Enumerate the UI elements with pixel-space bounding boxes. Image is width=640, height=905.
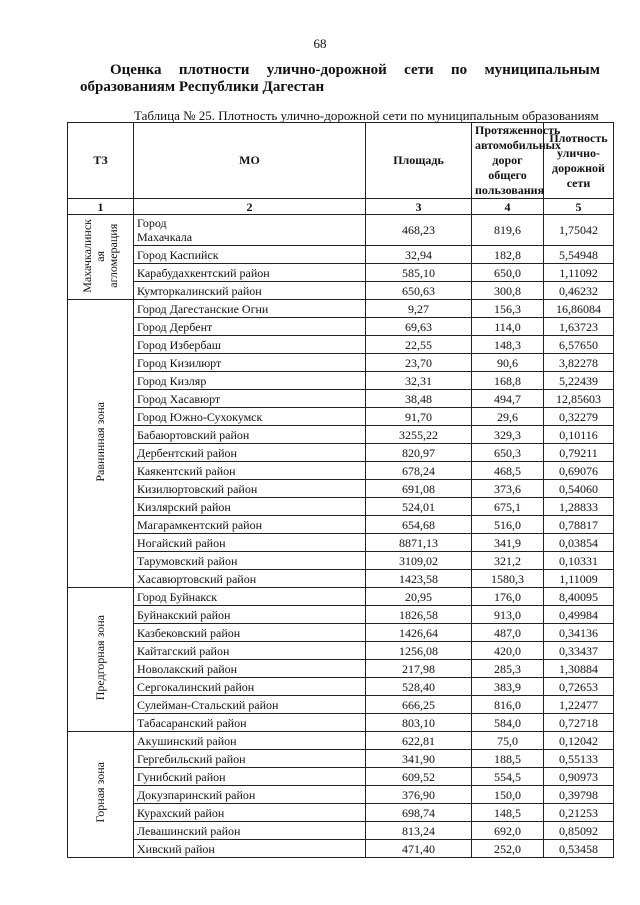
area-value: 666,25 xyxy=(366,696,472,714)
municipality-name-cell xyxy=(134,336,366,354)
document-heading xyxy=(80,62,600,96)
municipality-name-cell xyxy=(134,570,366,588)
road-length-value: 468,5 xyxy=(472,462,544,480)
column-number: 3 xyxy=(366,199,472,215)
density-value: 0,49984 xyxy=(544,606,614,624)
area-value: 585,10 xyxy=(366,264,472,282)
header-area: Площадь xyxy=(366,123,472,199)
municipality-name: Гергебильский район xyxy=(137,751,246,766)
municipality-name-cell xyxy=(134,642,366,660)
zone-label: Предгорная зона xyxy=(93,614,107,701)
zone-cell xyxy=(68,588,134,732)
municipality-name: Каякентский район xyxy=(137,463,236,478)
road-length-value: 516,0 xyxy=(472,516,544,534)
area-value: 468,23 xyxy=(366,215,472,246)
municipality-name: Буйнакский район xyxy=(137,607,231,622)
table-row xyxy=(68,714,614,732)
density-value: 0,12042 xyxy=(544,732,614,750)
density-value: 1,75042 xyxy=(544,215,614,246)
table-row xyxy=(68,462,614,480)
municipality-name: Кайтагский район xyxy=(137,643,230,658)
municipality-name: Ногайский район xyxy=(137,535,226,550)
density-value: 0,90973 xyxy=(544,768,614,786)
area-value: 471,40 xyxy=(366,840,472,858)
table-row xyxy=(68,606,614,624)
area-value: 376,90 xyxy=(366,786,472,804)
density-value: 0,33437 xyxy=(544,642,614,660)
density-value: 1,30884 xyxy=(544,660,614,678)
table-row xyxy=(68,282,614,300)
density-value: 5,54948 xyxy=(544,246,614,264)
municipality-name-cell xyxy=(134,822,366,840)
density-value: 0,34136 xyxy=(544,624,614,642)
area-value: 1426,64 xyxy=(366,624,472,642)
road-length-value: 487,0 xyxy=(472,624,544,642)
municipality-name: Город Дербент xyxy=(137,319,213,334)
municipality-name-cell xyxy=(134,318,366,336)
table-row xyxy=(68,552,614,570)
area-value: 1256,08 xyxy=(366,642,472,660)
municipality-name: Казбековский район xyxy=(137,625,241,640)
area-value: 678,24 xyxy=(366,462,472,480)
road-length-value: 819,6 xyxy=(472,215,544,246)
road-length-value: 300,8 xyxy=(472,282,544,300)
density-value: 0,32279 xyxy=(544,408,614,426)
road-length-value: 329,3 xyxy=(472,426,544,444)
table-row xyxy=(68,480,614,498)
municipality-name-cell xyxy=(134,804,366,822)
road-length-value: 816,0 xyxy=(472,696,544,714)
table-row xyxy=(68,822,614,840)
municipality-name: Бабаюртовский район xyxy=(137,427,250,442)
road-length-value: 383,9 xyxy=(472,678,544,696)
municipality-name-cell xyxy=(134,480,366,498)
municipality-name: Город Южно-Сухокумск xyxy=(137,409,263,424)
area-value: 528,40 xyxy=(366,678,472,696)
table-row xyxy=(68,804,614,822)
column-number: 5 xyxy=(544,199,614,215)
municipality-name-cell xyxy=(134,354,366,372)
municipality-name: Акушинский район xyxy=(137,733,237,748)
density-value: 0,72718 xyxy=(544,714,614,732)
density-value: 1,11092 xyxy=(544,264,614,282)
road-length-value: 29,6 xyxy=(472,408,544,426)
road-length-value: 148,5 xyxy=(472,804,544,822)
table-row xyxy=(68,300,614,318)
municipality-name: Город Каспийск xyxy=(137,247,219,262)
table-row xyxy=(68,678,614,696)
area-value: 1826,58 xyxy=(366,606,472,624)
zone-label: Горная зона xyxy=(93,762,107,823)
table-row xyxy=(68,354,614,372)
table-row xyxy=(68,408,614,426)
area-value: 650,63 xyxy=(366,282,472,300)
area-value: 23,70 xyxy=(366,354,472,372)
municipality-name-cell xyxy=(134,696,366,714)
area-value: 698,74 xyxy=(366,804,472,822)
table-row xyxy=(68,444,614,462)
municipality-name-cell xyxy=(134,678,366,696)
area-value: 691,08 xyxy=(366,480,472,498)
road-length-value: 341,9 xyxy=(472,534,544,552)
density-value: 0,21253 xyxy=(544,804,614,822)
municipality-name: Магарамкентский район xyxy=(137,517,263,532)
table-row xyxy=(68,642,614,660)
road-length-value: 692,0 xyxy=(472,822,544,840)
road-length-value: 675,1 xyxy=(472,498,544,516)
municipality-name-cell xyxy=(134,215,366,246)
municipality-name-cell xyxy=(134,750,366,768)
column-number: 2 xyxy=(134,199,366,215)
municipality-name: Город Избербаш xyxy=(137,337,221,352)
zone-label: Махачкалинск ая агломерация xyxy=(80,218,120,293)
density-value: 0,10331 xyxy=(544,552,614,570)
heading-line-2: образованиям Республики Дагестан xyxy=(80,79,325,95)
area-value: 217,98 xyxy=(366,660,472,678)
municipality-name: Город Хасавюрт xyxy=(137,391,221,406)
road-length-value: 114,0 xyxy=(472,318,544,336)
area-value: 3255,22 xyxy=(366,426,472,444)
area-value: 341,90 xyxy=(366,750,472,768)
table-row xyxy=(68,768,614,786)
heading-line-1 xyxy=(80,62,600,79)
road-length-value: 285,3 xyxy=(472,660,544,678)
table-row xyxy=(68,570,614,588)
municipality-name-cell xyxy=(134,660,366,678)
area-value: 609,52 xyxy=(366,768,472,786)
table-row xyxy=(68,624,614,642)
density-value: 12,85603 xyxy=(544,390,614,408)
table-row xyxy=(68,588,614,606)
column-number-row xyxy=(68,199,614,215)
table-row xyxy=(68,732,614,750)
municipality-name: Город Кизилюрт xyxy=(137,355,222,370)
header-density: Плотность улично-дорожной сети xyxy=(544,123,614,199)
density-value: 1,11009 xyxy=(544,570,614,588)
municipality-name-cell xyxy=(134,372,366,390)
area-value: 38,48 xyxy=(366,390,472,408)
road-length-value: 252,0 xyxy=(472,840,544,858)
heading-word: плотности xyxy=(178,62,250,78)
municipality-name: Сергокалинский район xyxy=(137,679,255,694)
road-length-value: 373,6 xyxy=(472,480,544,498)
area-value: 654,68 xyxy=(366,516,472,534)
municipality-name-cell xyxy=(134,588,366,606)
municipality-name-cell xyxy=(134,498,366,516)
density-value: 1,28833 xyxy=(544,498,614,516)
municipality-name-cell xyxy=(134,732,366,750)
header-tz: ТЗ xyxy=(68,123,134,199)
density-value: 0,78817 xyxy=(544,516,614,534)
header-mo: МО xyxy=(134,123,366,199)
municipality-name-cell xyxy=(134,444,366,462)
density-value: 1,22477 xyxy=(544,696,614,714)
road-length-value: 90,6 xyxy=(472,354,544,372)
area-value: 32,94 xyxy=(366,246,472,264)
municipality-name-cell xyxy=(134,426,366,444)
table-body xyxy=(68,215,614,858)
table-row xyxy=(68,215,614,246)
density-value: 16,86084 xyxy=(544,300,614,318)
municipality-name: Тарумовский район xyxy=(137,553,238,568)
density-value: 1,63723 xyxy=(544,318,614,336)
municipality-name: Город Кизляр xyxy=(137,373,207,388)
road-length-value: 182,8 xyxy=(472,246,544,264)
municipality-name-cell xyxy=(134,300,366,318)
road-length-value: 420,0 xyxy=(472,642,544,660)
density-value: 5,22439 xyxy=(544,372,614,390)
table-row xyxy=(68,318,614,336)
heading-word: муниципальным xyxy=(484,62,600,78)
municipality-name: Хасавюртовский район xyxy=(137,571,257,586)
road-length-value: 148,3 xyxy=(472,336,544,354)
road-length-value: 188,5 xyxy=(472,750,544,768)
road-length-value: 321,2 xyxy=(472,552,544,570)
table-row xyxy=(68,750,614,768)
municipality-name-cell xyxy=(134,840,366,858)
municipality-name: Город Буйнакск xyxy=(137,589,218,604)
municipality-name: Курахский район xyxy=(137,805,225,820)
municipality-name: Город xyxy=(137,216,167,230)
table-row xyxy=(68,390,614,408)
table-row xyxy=(68,264,614,282)
area-value: 1423,58 xyxy=(366,570,472,588)
area-value: 803,10 xyxy=(366,714,472,732)
density-value: 6,57650 xyxy=(544,336,614,354)
municipality-name: Карабудахкентский район xyxy=(137,265,270,280)
municipality-name: Докузпаринский район xyxy=(137,787,256,802)
density-value: 0,54060 xyxy=(544,480,614,498)
heading-word: по xyxy=(450,62,468,78)
density-value: 0,55133 xyxy=(544,750,614,768)
column-number: 1 xyxy=(68,199,134,215)
density-value: 0,85092 xyxy=(544,822,614,840)
page-number: 68 xyxy=(313,36,327,51)
table-row xyxy=(68,246,614,264)
municipality-name: Дербентский район xyxy=(137,445,237,460)
municipality-name: Город Дагестанские Огни xyxy=(137,301,269,316)
density-value: 0,39798 xyxy=(544,786,614,804)
road-length-value: 150,0 xyxy=(472,786,544,804)
zone-cell xyxy=(68,732,134,858)
area-value: 91,70 xyxy=(366,408,472,426)
municipality-name-cell xyxy=(134,246,366,264)
zone-cell xyxy=(68,300,134,588)
area-value: 22,55 xyxy=(366,336,472,354)
road-length-value: 650,3 xyxy=(472,444,544,462)
municipality-name-cell xyxy=(134,282,366,300)
area-value: 524,01 xyxy=(366,498,472,516)
municipality-name-cell xyxy=(134,552,366,570)
density-value: 8,40095 xyxy=(544,588,614,606)
density-value: 3,82278 xyxy=(544,354,614,372)
table-caption: Таблица № 25. Плотность улично-дорожной сети по муниципальным образованиям xyxy=(134,108,599,123)
table-row xyxy=(68,660,614,678)
municipality-name-cell xyxy=(134,714,366,732)
municipality-name-cell xyxy=(134,624,366,642)
municipality-name-cell xyxy=(134,534,366,552)
road-length-value: 650,0 xyxy=(472,264,544,282)
area-value: 8871,13 xyxy=(366,534,472,552)
road-length-value: 168,8 xyxy=(472,372,544,390)
municipality-name: Кумторкалинский район xyxy=(137,283,262,298)
table-row xyxy=(68,840,614,858)
road-length-value: 176,0 xyxy=(472,588,544,606)
heading-word: Оценка xyxy=(110,62,162,78)
zone-cell xyxy=(68,215,134,300)
area-value: 69,63 xyxy=(366,318,472,336)
area-value: 813,24 xyxy=(366,822,472,840)
area-value: 622,81 xyxy=(366,732,472,750)
municipality-name-cell xyxy=(134,390,366,408)
table-row xyxy=(68,786,614,804)
municipality-name: Левашинский район xyxy=(137,823,241,838)
density-value: 0,69076 xyxy=(544,462,614,480)
table-row xyxy=(68,498,614,516)
area-value: 20,95 xyxy=(366,588,472,606)
municipality-name: Махачкала xyxy=(137,230,193,244)
density-value: 0,53458 xyxy=(544,840,614,858)
road-length-value: 156,3 xyxy=(472,300,544,318)
zone-label: Равнинная зона xyxy=(93,401,107,482)
table-row xyxy=(68,336,614,354)
road-length-value: 913,0 xyxy=(472,606,544,624)
table-row xyxy=(68,372,614,390)
road-length-value: 75,0 xyxy=(472,732,544,750)
table-row xyxy=(68,426,614,444)
municipality-name-cell xyxy=(134,516,366,534)
municipality-name: Кизлярский район xyxy=(137,499,231,514)
road-length-value: 584,0 xyxy=(472,714,544,732)
municipality-name: Сулейман-Стальский район xyxy=(137,697,279,712)
road-length-value: 554,5 xyxy=(472,768,544,786)
density-value: 0,72653 xyxy=(544,678,614,696)
area-value: 32,31 xyxy=(366,372,472,390)
municipality-name-cell xyxy=(134,264,366,282)
header-row xyxy=(68,123,614,199)
area-value: 9,27 xyxy=(366,300,472,318)
municipality-name-cell xyxy=(134,462,366,480)
municipality-name-cell xyxy=(134,768,366,786)
density-value: 0,03854 xyxy=(544,534,614,552)
area-value: 3109,02 xyxy=(366,552,472,570)
road-length-value: 1580,3 xyxy=(472,570,544,588)
municipality-name: Гунибский район xyxy=(137,769,226,784)
table-row xyxy=(68,696,614,714)
area-value: 820,97 xyxy=(366,444,472,462)
municipality-name: Хивский район xyxy=(137,841,215,856)
header-road-length: Протяженность автомобильных дорог общего пользования xyxy=(472,123,544,199)
road-length-value: 494,7 xyxy=(472,390,544,408)
municipality-name: Табасаранский район xyxy=(137,715,247,730)
density-value: 0,10116 xyxy=(544,426,614,444)
municipality-name: Кизилюртовский район xyxy=(137,481,258,496)
municipality-name-cell xyxy=(134,786,366,804)
density-value: 0,79211 xyxy=(544,444,614,462)
heading-word: сети xyxy=(404,62,434,78)
column-number: 4 xyxy=(472,199,544,215)
density-table xyxy=(67,122,614,858)
table-row xyxy=(68,534,614,552)
density-value: 0,46232 xyxy=(544,282,614,300)
municipality-name: Новолакский район xyxy=(137,661,238,676)
municipality-name-cell xyxy=(134,606,366,624)
municipality-name-cell xyxy=(134,408,366,426)
heading-word: улично-дорожной xyxy=(266,62,387,78)
table-row xyxy=(68,516,614,534)
